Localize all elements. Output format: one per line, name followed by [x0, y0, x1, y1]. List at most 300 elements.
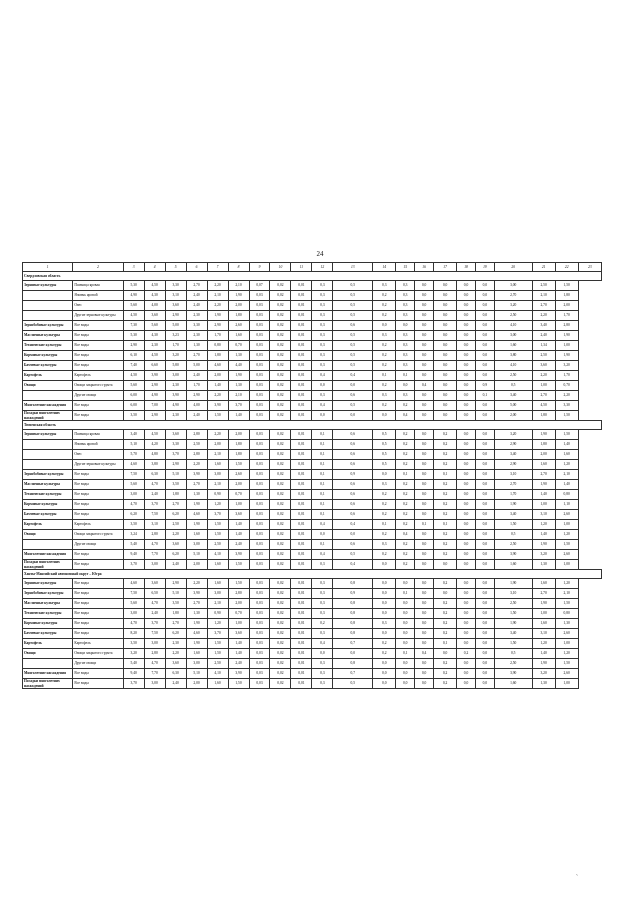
- table-row: [23, 480, 602, 490]
- value-cell: 0,0: [457, 440, 476, 450]
- value-cell: 0,03: [249, 560, 270, 570]
- value-cell: 0,2: [434, 679, 457, 689]
- value-cell: 1,80: [532, 440, 555, 450]
- value-cell: 1,50: [555, 599, 578, 609]
- value-cell: 0,1: [434, 470, 457, 480]
- table-row: [23, 291, 602, 301]
- table-row: [23, 351, 602, 361]
- value-cell: 1,90: [555, 351, 578, 361]
- value-cell: 9,40: [123, 550, 144, 560]
- value-cell: 2,30: [144, 341, 165, 351]
- value-cell: 0,2: [434, 599, 457, 609]
- value-cell: 5,30: [123, 281, 144, 291]
- value-cell: 0,3: [396, 361, 415, 371]
- type-cell: Ячмень яровой: [73, 291, 123, 301]
- type-cell: Другие зерновые культуры: [73, 460, 123, 470]
- value-cell: 5,60: [123, 301, 144, 311]
- value-cell: 2,80: [144, 649, 165, 659]
- value-cell: 0,0: [373, 560, 396, 570]
- value-cell: 0,03: [249, 550, 270, 560]
- value-cell: 0,0: [434, 301, 457, 311]
- value-cell: 0,03: [249, 480, 270, 490]
- crop-cell: Бахчевые культуры: [23, 629, 73, 639]
- value-cell: 3,00: [494, 331, 532, 341]
- value-cell: 8,20: [123, 629, 144, 639]
- value-cell: 0,01: [291, 430, 312, 440]
- table-row: [23, 490, 602, 500]
- value-cell: 0,3: [373, 331, 396, 341]
- value-cell: 0,2: [434, 659, 457, 669]
- crop-cell: Зернобобовые культуры: [23, 321, 73, 331]
- column-header: 23: [578, 263, 601, 272]
- value-cell: 2,40: [144, 490, 165, 500]
- value-cell: 4,50: [144, 281, 165, 291]
- value-cell: 3,90: [144, 371, 165, 381]
- value-cell: 2,60: [555, 629, 578, 639]
- value-cell: 0,0: [457, 510, 476, 520]
- value-cell: 0,0: [475, 430, 494, 440]
- type-cell: Картофель: [73, 639, 123, 649]
- value-cell: 0,0: [475, 281, 494, 291]
- table-row: [23, 579, 602, 589]
- value-cell: 0,5: [333, 401, 373, 411]
- value-cell: 0,0: [475, 540, 494, 550]
- value-cell: 0,0: [475, 500, 494, 510]
- value-cell: 3,24: [123, 530, 144, 540]
- value-cell: 0,0: [434, 341, 457, 351]
- column-header: 2: [73, 263, 123, 272]
- value-cell: 0,03: [249, 649, 270, 659]
- value-cell: 2,20: [186, 579, 207, 589]
- column-header: 1: [23, 263, 73, 272]
- value-cell: 0,2: [434, 500, 457, 510]
- value-cell: 0,0: [457, 599, 476, 609]
- value-cell: 0,7: [333, 639, 373, 649]
- table-row: [23, 301, 602, 311]
- type-cell: Другие овощи: [73, 391, 123, 401]
- value-cell: 2,40: [186, 411, 207, 421]
- value-cell: 5,10: [186, 550, 207, 560]
- value-cell: 0,0: [373, 411, 396, 421]
- value-cell: 2,20: [207, 391, 228, 401]
- value-cell: 0,1: [312, 480, 333, 490]
- value-cell: 1,60: [532, 619, 555, 629]
- value-cell: 0,2: [373, 490, 396, 500]
- type-cell: Пшеница яровая: [73, 430, 123, 440]
- value-cell: 0,0: [415, 679, 434, 689]
- value-cell: 0,0: [434, 291, 457, 301]
- value-cell: 9,40: [123, 669, 144, 679]
- value-cell: 0,1: [396, 589, 415, 599]
- value-cell: 1,70: [207, 331, 228, 341]
- crop-cell: Кормовые культуры: [23, 351, 73, 361]
- type-cell: Все виды: [73, 500, 123, 510]
- value-cell: 6,20: [165, 629, 186, 639]
- value-cell: 7,00: [144, 401, 165, 411]
- value-cell: 2,20: [555, 391, 578, 401]
- value-cell: 2,90: [123, 341, 144, 351]
- value-cell: 3,40: [494, 629, 532, 639]
- value-cell: 0,5: [333, 550, 373, 560]
- value-cell: 0,3: [373, 281, 396, 291]
- value-cell: 3,60: [165, 540, 186, 550]
- value-cell: 0,02: [270, 669, 291, 679]
- type-cell: Все виды: [73, 401, 123, 411]
- value-cell: 1,90: [555, 331, 578, 341]
- value-cell: 0,5: [333, 291, 373, 301]
- value-cell: 1,60: [207, 679, 228, 689]
- type-cell: Все виды: [73, 411, 123, 421]
- value-cell: 2,70: [186, 281, 207, 291]
- crop-cell: Кормовые культуры: [23, 619, 73, 629]
- value-cell: 1,40: [228, 411, 249, 421]
- value-cell: 0,0: [457, 470, 476, 480]
- value-cell: 0,8: [333, 609, 373, 619]
- value-cell: 3,00: [165, 371, 186, 381]
- value-cell: 1,90: [532, 540, 555, 550]
- value-cell: 0,02: [270, 639, 291, 649]
- value-cell: 0,2: [434, 609, 457, 619]
- value-cell: 2,10: [207, 291, 228, 301]
- value-cell: 0,02: [270, 619, 291, 629]
- value-cell: 0,0: [475, 440, 494, 450]
- value-cell: 0,03: [249, 540, 270, 550]
- value-cell: 0,03: [249, 490, 270, 500]
- value-cell: 0,0: [373, 629, 396, 639]
- value-cell: 1,50: [555, 281, 578, 291]
- value-cell: 1,90: [228, 291, 249, 301]
- value-cell: 0,0: [475, 341, 494, 351]
- table-row: [23, 470, 602, 480]
- value-cell: 0,0: [415, 659, 434, 669]
- value-cell: 0,5: [373, 460, 396, 470]
- header-row: [23, 263, 602, 272]
- value-cell: 1,00: [555, 520, 578, 530]
- value-cell: 0,0: [415, 589, 434, 599]
- value-cell: 0,5: [333, 361, 373, 371]
- value-cell: 0,1: [396, 371, 415, 381]
- value-cell: 6,30: [144, 470, 165, 480]
- value-cell: 3,70: [123, 679, 144, 689]
- value-cell: 3,70: [207, 629, 228, 639]
- value-cell: 0,2: [396, 401, 415, 411]
- value-cell: 0,1: [312, 460, 333, 470]
- value-cell: 0,80: [207, 341, 228, 351]
- value-cell: 1,60: [532, 460, 555, 470]
- column-header: 15: [396, 263, 415, 272]
- value-cell: 0,3: [312, 361, 333, 371]
- value-cell: 6,20: [123, 510, 144, 520]
- value-cell: 0,0: [475, 520, 494, 530]
- column-header: 21: [532, 263, 555, 272]
- column-header: 20: [494, 263, 532, 272]
- value-cell: 3,00: [207, 589, 228, 599]
- value-cell: 0,5: [373, 430, 396, 440]
- value-cell: 5,00: [186, 361, 207, 371]
- value-cell: 0,02: [270, 331, 291, 341]
- value-cell: 0,4: [396, 411, 415, 421]
- value-cell: 6,00: [123, 391, 144, 401]
- value-cell: 1,80: [228, 450, 249, 460]
- value-cell: 0,0: [457, 361, 476, 371]
- region-row: [23, 421, 602, 430]
- value-cell: 1,50: [555, 411, 578, 421]
- value-cell: 7,50: [123, 470, 144, 480]
- value-cell: 6,50: [144, 589, 165, 599]
- value-cell: 0,0: [475, 411, 494, 421]
- value-cell: 0,2: [373, 311, 396, 321]
- value-cell: 0,2: [434, 540, 457, 550]
- value-cell: 0,0: [457, 619, 476, 629]
- value-cell: 0,02: [270, 301, 291, 311]
- crop-cell: Овощи: [23, 649, 73, 659]
- value-cell: 2,70: [494, 291, 532, 301]
- value-cell: 1,60: [228, 331, 249, 341]
- crop-cell: Технические культуры: [23, 341, 73, 351]
- value-cell: 0,0: [457, 530, 476, 540]
- value-cell: 0,03: [249, 619, 270, 629]
- table-row: [23, 281, 602, 291]
- value-cell: 0,0: [415, 281, 434, 291]
- value-cell: 0,2: [373, 291, 396, 301]
- crop-cell: Картофель: [23, 520, 73, 530]
- value-cell: 0,02: [270, 311, 291, 321]
- value-cell: 1,20: [207, 619, 228, 629]
- value-cell: 0,5: [373, 450, 396, 460]
- type-cell: Картофель: [73, 520, 123, 530]
- value-cell: 4,50: [532, 401, 555, 411]
- value-cell: 0,2: [373, 341, 396, 351]
- table-row: [23, 510, 602, 520]
- value-cell: 0,0: [373, 579, 396, 589]
- table-row: [23, 371, 602, 381]
- value-cell: 0,0: [415, 301, 434, 311]
- value-cell: 0,0: [373, 669, 396, 679]
- value-cell: 4,70: [144, 599, 165, 609]
- value-cell: 0,0: [434, 361, 457, 371]
- table-row: [23, 331, 602, 341]
- crop-cell: [23, 311, 73, 321]
- value-cell: 0,01: [291, 470, 312, 480]
- value-cell: 0,0: [475, 291, 494, 301]
- value-cell: 0,0: [475, 589, 494, 599]
- value-cell: 0,1: [475, 391, 494, 401]
- value-cell: 1,70: [555, 371, 578, 381]
- column-header: 13: [333, 263, 373, 272]
- value-cell: 3,10: [494, 589, 532, 599]
- value-cell: 2,70: [532, 470, 555, 480]
- value-cell: 5,00: [165, 321, 186, 331]
- value-cell: 0,2: [434, 530, 457, 540]
- value-cell: 3,40: [494, 510, 532, 520]
- value-cell: 0,3: [396, 311, 415, 321]
- table-row: [23, 361, 602, 371]
- value-cell: 3,50: [123, 520, 144, 530]
- crop-cell: Зерновые культуры: [23, 281, 73, 291]
- value-cell: 0,03: [249, 659, 270, 669]
- value-cell: 1,00: [532, 609, 555, 619]
- value-cell: 0,02: [270, 480, 291, 490]
- value-cell: 3,60: [165, 301, 186, 311]
- value-cell: 0,03: [249, 460, 270, 470]
- value-cell: 0,01: [291, 679, 312, 689]
- value-cell: 0,0: [475, 649, 494, 659]
- value-cell: 6,20: [165, 550, 186, 560]
- value-cell: 0,4: [333, 520, 373, 530]
- value-cell: 0,3: [312, 281, 333, 291]
- value-cell: 0,2: [396, 450, 415, 460]
- value-cell: 0,2: [396, 560, 415, 570]
- value-cell: 0,5: [333, 341, 373, 351]
- value-cell: 0,6: [333, 450, 373, 460]
- value-cell: 0,0: [434, 589, 457, 599]
- value-cell: 3,40: [532, 321, 555, 331]
- type-cell: Все виды: [73, 609, 123, 619]
- value-cell: 0,0: [415, 530, 434, 540]
- value-cell: 5,10: [123, 440, 144, 450]
- crop-cell: Бахчевые культуры: [23, 361, 73, 371]
- value-cell: 0,0: [457, 401, 476, 411]
- value-cell: 0,3: [312, 391, 333, 401]
- value-cell: 0,0: [475, 401, 494, 411]
- table-row: [23, 440, 602, 450]
- value-cell: 2,20: [207, 281, 228, 291]
- value-cell: 0,7: [333, 669, 373, 679]
- value-cell: 0,0: [396, 629, 415, 639]
- type-cell: Все виды: [73, 629, 123, 639]
- value-cell: 0,01: [291, 371, 312, 381]
- value-cell: 0,0: [475, 560, 494, 570]
- value-cell: 0,3: [312, 291, 333, 301]
- column-header: 5: [165, 263, 186, 272]
- value-cell: 1,50: [207, 649, 228, 659]
- value-cell: 0,02: [270, 460, 291, 470]
- value-cell: 7,70: [144, 550, 165, 560]
- value-cell: 0,03: [249, 589, 270, 599]
- value-cell: 0,0: [457, 291, 476, 301]
- value-cell: 7,50: [123, 589, 144, 599]
- value-cell: 3,10: [532, 629, 555, 639]
- value-cell: 0,0: [457, 331, 476, 341]
- value-cell: 0,5: [494, 649, 532, 659]
- value-cell: 0,0: [396, 659, 415, 669]
- value-cell: 0,0: [457, 341, 476, 351]
- value-cell: 1,60: [186, 649, 207, 659]
- value-cell: 3,20: [165, 351, 186, 361]
- value-cell: 2,50: [207, 659, 228, 669]
- value-cell: 0,2: [373, 530, 396, 540]
- column-header: 9: [249, 263, 270, 272]
- value-cell: 3,60: [144, 311, 165, 321]
- value-cell: 0,0: [333, 530, 373, 540]
- crop-cell: Посадки многолетних насаждений: [23, 411, 73, 421]
- column-header: 19: [475, 263, 494, 272]
- value-cell: 0,03: [249, 450, 270, 460]
- value-cell: 0,01: [291, 490, 312, 500]
- scan-mark: ˎ: [576, 870, 578, 876]
- value-cell: 0,0: [475, 301, 494, 311]
- value-cell: 2,90: [165, 311, 186, 321]
- value-cell: 0,02: [270, 579, 291, 589]
- value-cell: 4,90: [123, 291, 144, 301]
- value-cell: 0,02: [270, 430, 291, 440]
- value-cell: 0,3: [373, 540, 396, 550]
- value-cell: 0,2: [434, 450, 457, 460]
- column-header: 8: [228, 263, 249, 272]
- value-cell: 0,02: [270, 470, 291, 480]
- value-cell: 1,00: [555, 679, 578, 689]
- value-cell: 2,90: [165, 460, 186, 470]
- value-cell: 1,50: [207, 520, 228, 530]
- value-cell: 0,0: [475, 371, 494, 381]
- value-cell: 3,00: [186, 540, 207, 550]
- value-cell: 0,03: [249, 500, 270, 510]
- value-cell: 0,3: [312, 659, 333, 669]
- table-row: [23, 411, 602, 421]
- value-cell: 1,90: [494, 500, 532, 510]
- value-cell: 0,5: [333, 301, 373, 311]
- column-header: 4: [144, 263, 165, 272]
- value-cell: 0,03: [249, 291, 270, 301]
- value-cell: 0,0: [475, 609, 494, 619]
- value-cell: 4,10: [207, 669, 228, 679]
- value-cell: 0,03: [249, 381, 270, 391]
- value-cell: 2,30: [165, 639, 186, 649]
- value-cell: 0,02: [270, 411, 291, 421]
- type-cell: Все виды: [73, 560, 123, 570]
- value-cell: 2,40: [228, 540, 249, 550]
- value-cell: 2,70: [186, 480, 207, 490]
- value-cell: 0,3: [312, 599, 333, 609]
- value-cell: 0,0: [434, 391, 457, 401]
- table-row: [23, 679, 602, 689]
- type-cell: Овощи закрытого грунта: [73, 381, 123, 391]
- value-cell: 0,70: [228, 609, 249, 619]
- value-cell: 0,0: [415, 341, 434, 351]
- value-cell: 2,80: [228, 589, 249, 599]
- value-cell: 0,0: [415, 609, 434, 619]
- value-cell: 3,90: [186, 589, 207, 599]
- value-cell: 0,2: [373, 351, 396, 361]
- value-cell: 0,70: [555, 381, 578, 391]
- value-cell: 0,1: [312, 500, 333, 510]
- value-cell: 0,1: [312, 510, 333, 520]
- value-cell: 2,90: [165, 579, 186, 589]
- value-cell: 0,0: [475, 679, 494, 689]
- value-cell: 2,40: [228, 659, 249, 669]
- value-cell: 0,2: [434, 490, 457, 500]
- coefficients-table: [22, 262, 602, 689]
- crop-cell: Зерновые культуры: [23, 579, 73, 589]
- value-cell: 2,40: [144, 609, 165, 619]
- value-cell: 2,10: [207, 480, 228, 490]
- value-cell: 0,0: [415, 579, 434, 589]
- value-cell: 1,30: [228, 381, 249, 391]
- value-cell: 0,2: [396, 510, 415, 520]
- value-cell: 0,3: [373, 619, 396, 629]
- value-cell: 0,4: [312, 371, 333, 381]
- type-cell: Все виды: [73, 470, 123, 480]
- value-cell: 1,50: [207, 639, 228, 649]
- value-cell: 0,01: [291, 361, 312, 371]
- value-cell: 3,90: [228, 550, 249, 560]
- value-cell: 0,03: [249, 679, 270, 689]
- value-cell: 0,0: [396, 669, 415, 679]
- value-cell: 0,2: [373, 500, 396, 510]
- type-cell: Все виды: [73, 490, 123, 500]
- value-cell: 2,50: [186, 440, 207, 450]
- value-cell: 0,01: [291, 540, 312, 550]
